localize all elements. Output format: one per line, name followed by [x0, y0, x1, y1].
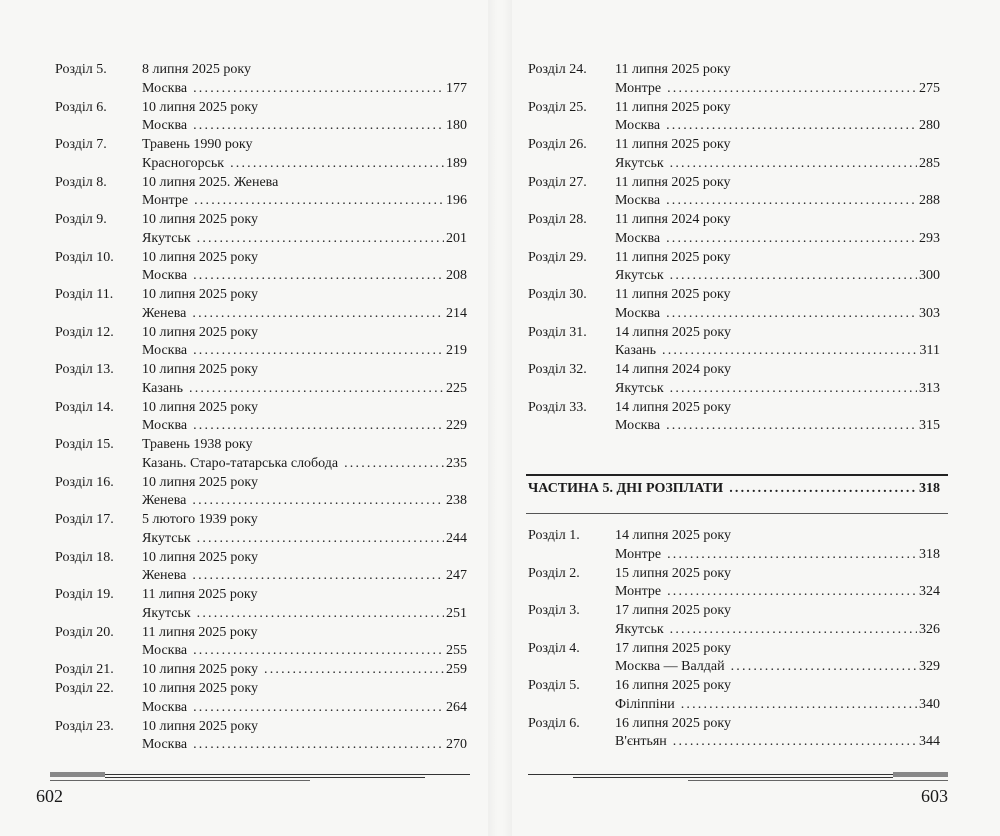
- toc-entry: [528, 715, 940, 752]
- entry-body: [142, 474, 467, 511]
- dot-leader: [193, 80, 444, 99]
- entry-body: [615, 136, 940, 173]
- chapter-place: Москва: [142, 118, 188, 133]
- part-heading: [528, 481, 940, 497]
- toc-entry: [55, 61, 467, 98]
- dot-leader: [670, 380, 917, 399]
- chapter-place: Москва: [615, 118, 661, 133]
- footer-rule-left: [50, 772, 470, 782]
- chapter-place: Женева: [142, 305, 187, 321]
- page-ref: 180: [446, 118, 467, 133]
- chapter-place: Якутськ: [142, 605, 191, 621]
- page-ref: 201: [446, 230, 467, 246]
- page-ref: 329: [919, 659, 940, 674]
- toc-entry: [55, 99, 467, 136]
- page-ref: 196: [446, 193, 467, 208]
- dot-leader: [192, 305, 444, 324]
- toc-entry: [528, 677, 940, 714]
- chapter-place: Якутськ: [615, 621, 664, 637]
- chapter-place-line: [615, 305, 940, 324]
- toc-entry: [55, 624, 467, 661]
- chapter-place: Якутськ: [615, 380, 664, 396]
- chapter-place-line: [142, 342, 467, 361]
- toc-entry: [528, 211, 940, 248]
- chapter-place-line: [142, 605, 467, 624]
- chapter-date: 10 липня 2025 року: [142, 324, 259, 340]
- chapter-place-line: [615, 733, 940, 752]
- toc-list-left: [55, 61, 467, 755]
- entry-body: [615, 677, 940, 714]
- chapter-label: Розділ 20.: [55, 624, 114, 640]
- dot-leader: [729, 481, 917, 497]
- chapter-place: Якутськ: [615, 268, 664, 283]
- chapter-label: Розділ 19.: [55, 587, 114, 602]
- entry-body: [142, 324, 467, 361]
- chapter-label: Розділ 22.: [55, 681, 114, 696]
- chapter-label: Розділ 2.: [528, 565, 580, 581]
- chapter-place-line: [615, 342, 940, 361]
- dot-leader: [666, 117, 917, 136]
- chapter-date: 11 липня 2025 року: [615, 249, 731, 265]
- entry-body: [615, 361, 940, 398]
- dot-leader: [681, 696, 917, 715]
- toc-entry: [528, 324, 940, 361]
- toc-entry: [55, 399, 467, 436]
- toc-entry: [55, 436, 467, 473]
- entry-body: [615, 527, 940, 564]
- dot-leader: [662, 342, 918, 361]
- entry-body: [615, 715, 940, 752]
- toc-entry: [55, 286, 467, 323]
- dot-leader: [193, 736, 444, 755]
- chapter-date: 11 липня 2025 року: [615, 99, 731, 115]
- chapter-date: 11 липня 2025 року: [615, 62, 731, 77]
- entry-body: [615, 565, 940, 602]
- chapter-place-line: [142, 230, 467, 249]
- chapter-date: 5 лютого 1939 року: [142, 512, 258, 527]
- dot-leader: [192, 492, 444, 511]
- toc-entry: [55, 174, 467, 211]
- dot-leader: [670, 155, 917, 174]
- chapter-place-line: [142, 155, 467, 174]
- chapter-label: Розділ 7.: [55, 137, 107, 152]
- chapter-place-line: [615, 546, 940, 565]
- page-ref: 311: [919, 343, 940, 358]
- chapter-place: Казань. Старо-татарська слобода: [142, 455, 339, 471]
- dot-leader: [193, 342, 444, 361]
- page-ref: 238: [446, 493, 467, 508]
- chapter-place-line: [142, 192, 467, 211]
- chapter-label: Розділ 6.: [528, 715, 580, 731]
- chapter-place-line: [142, 642, 467, 661]
- chapter-date: 11 липня 2025 року: [615, 137, 731, 152]
- toc-entry: [528, 565, 940, 602]
- chapter-place-line: [142, 699, 467, 718]
- entry-body: [615, 249, 940, 286]
- page-ref: 264: [446, 699, 467, 715]
- dot-leader: [193, 699, 444, 718]
- chapter-place: Красногорськ: [142, 155, 225, 171]
- page-ref: 315: [919, 418, 940, 433]
- chapter-label: Розділ 28.: [528, 212, 587, 227]
- dot-leader: [666, 305, 917, 324]
- entry-body: [615, 399, 940, 436]
- chapter-label: Розділ 13.: [55, 362, 114, 377]
- footer-rule-right: [528, 772, 948, 782]
- chapter-place-line: [615, 117, 940, 136]
- chapter-label: Розділ 6.: [55, 99, 107, 115]
- toc-entry: [528, 174, 940, 211]
- page-ref: 244: [446, 530, 467, 546]
- toc-entry: [55, 249, 467, 286]
- chapter-place-line: [615, 417, 940, 436]
- chapter-place-line: [615, 230, 940, 249]
- toc-entry: [55, 474, 467, 511]
- entry-body: [615, 324, 940, 361]
- chapter-date: 10 липня 2025 року: [142, 474, 259, 490]
- page-ref: 177: [446, 80, 467, 96]
- chapter-label: Розділ 9.: [55, 212, 107, 227]
- entry-body: [615, 602, 940, 639]
- dot-leader: [667, 546, 917, 565]
- chapter-label: Розділ 5.: [55, 62, 107, 77]
- chapter-date: 14 липня 2025 року: [615, 324, 732, 340]
- page-ref: 235: [446, 455, 467, 471]
- chapter-place: Казань: [615, 343, 656, 358]
- chapter-label: Розділ 14.: [55, 399, 114, 415]
- chapter-date: 15 липня 2025 року: [615, 565, 732, 581]
- chapter-label: Розділ 18.: [55, 549, 114, 565]
- chapter-place: Москва: [615, 230, 661, 246]
- chapter-place-line: [142, 380, 467, 399]
- chapter-date: 10 липня 2025 року: [142, 549, 259, 565]
- chapter-place: Монтре: [615, 584, 662, 599]
- chapter-place-line: [142, 567, 467, 586]
- chapter-date: 11 липня 2025 року: [615, 287, 731, 302]
- toc-entry: [55, 586, 467, 623]
- page-ref: 293: [919, 230, 940, 246]
- toc-entry: [528, 602, 940, 639]
- page-ref: 344: [919, 734, 940, 749]
- dot-leader: [666, 192, 917, 211]
- dot-leader: [193, 117, 444, 136]
- toc-entry: [55, 136, 467, 173]
- chapter-place: Москва: [142, 418, 188, 433]
- entry-body: [142, 624, 467, 661]
- dot-leader: [667, 80, 917, 99]
- chapter-place: Якутськ: [142, 230, 191, 246]
- chapter-place-line: [142, 80, 467, 99]
- part-heading-title: ЧАСТИНА 5. ДНІ РОЗПЛАТИ: [528, 481, 724, 496]
- toc-entry: [528, 399, 940, 436]
- dot-leader: [192, 567, 444, 586]
- chapter-date: 10 липня 2025 року: [142, 249, 259, 265]
- dot-leader: [731, 658, 917, 677]
- chapter-date: 8 липня 2025 року: [142, 62, 252, 77]
- toc-list-right-upper: [528, 61, 940, 436]
- chapter-place-line: [615, 696, 940, 715]
- chapter-label: Розділ 12.: [55, 324, 114, 340]
- chapter-date: 10 липня 2025 року: [142, 399, 259, 415]
- page-ref: 251: [446, 605, 467, 621]
- chapter-place: Москва: [142, 643, 188, 658]
- chapter-label: Розділ 24.: [528, 62, 587, 77]
- chapter-label: Розділ 21.: [55, 662, 114, 677]
- dot-leader: [264, 661, 444, 680]
- chapter-label: Розділ 29.: [528, 249, 587, 265]
- chapter-label: Розділ 33.: [528, 399, 587, 415]
- chapter-place: Москва: [615, 418, 661, 433]
- chapter-place-line: [615, 267, 940, 286]
- page-ref: 247: [446, 568, 467, 583]
- chapter-place: Москва: [142, 737, 188, 752]
- page-ref: 270: [446, 737, 467, 752]
- toc-entry: [528, 99, 940, 136]
- chapter-label: Розділ 4.: [528, 640, 580, 656]
- entry-body: [615, 174, 940, 211]
- entry-body: [615, 286, 940, 323]
- chapter-place-line: [142, 117, 467, 136]
- chapter-label: Розділ 15.: [55, 437, 114, 452]
- chapter-place-line: [142, 305, 467, 324]
- toc-entry: [55, 361, 467, 398]
- chapter-place: Москва: [142, 343, 188, 358]
- entry-body: [142, 99, 467, 136]
- chapter-date: 11 липня 2025 року: [142, 624, 258, 640]
- entry-body: [142, 661, 467, 680]
- entry-body: [142, 136, 467, 173]
- page-ref: 259: [446, 662, 467, 677]
- dot-leader: [197, 530, 444, 549]
- chapter-date: Травень 1990 року: [142, 137, 253, 152]
- entry-body: [142, 174, 467, 211]
- chapter-label: Розділ 27.: [528, 174, 587, 190]
- chapter-date: 10 липня 2025. Женева: [142, 174, 279, 190]
- chapter-label: Розділ 17.: [55, 512, 114, 527]
- part-rule-bottom: [526, 513, 948, 514]
- dot-leader: [193, 642, 444, 661]
- chapter-place: В'єнтьян: [615, 734, 667, 749]
- chapter-date: 11 липня 2025 року: [142, 587, 258, 602]
- page-ref: 318: [919, 546, 940, 562]
- entry-body: [142, 211, 467, 248]
- dot-leader: [197, 605, 444, 624]
- dot-leader: [197, 230, 444, 249]
- dot-leader: [194, 192, 444, 211]
- chapter-label: Розділ 1.: [528, 528, 580, 543]
- page-ref: 214: [446, 305, 467, 321]
- chapter-place: Москва: [142, 268, 188, 283]
- entry-body: [142, 249, 467, 286]
- toc-entry: [528, 61, 940, 98]
- chapter-label: Розділ 10.: [55, 249, 114, 265]
- chapter-place: Женева: [142, 568, 187, 583]
- chapter-label: Розділ 5.: [528, 678, 580, 693]
- chapter-place-line: [615, 621, 940, 640]
- chapter-label: Розділ 3.: [528, 603, 580, 618]
- chapter-date: 14 липня 2025 року: [615, 399, 732, 415]
- entry-body: [615, 61, 940, 98]
- chapter-date: 10 липня 2025 року: [142, 681, 259, 696]
- dot-leader: [189, 380, 444, 399]
- chapter-place-line: [142, 661, 467, 680]
- toc-entry: [55, 549, 467, 586]
- chapter-place-line: [615, 80, 940, 99]
- chapter-place-line: [615, 155, 940, 174]
- chapter-place: 10 липня 2025 року: [142, 662, 259, 677]
- chapter-place: Москва — Валдай: [615, 659, 725, 674]
- entry-body: [142, 586, 467, 623]
- chapter-date: Травень 1938 року: [142, 437, 253, 452]
- right-page: [500, 0, 1000, 836]
- chapter-label: Розділ 16.: [55, 474, 114, 490]
- chapter-date: 14 липня 2024 року: [615, 362, 732, 377]
- entry-body: [142, 549, 467, 586]
- chapter-place: Монтре: [142, 193, 189, 208]
- chapter-date: 16 липня 2025 року: [615, 678, 732, 693]
- page-ref: 275: [919, 80, 940, 96]
- chapter-place: Казань: [142, 380, 183, 396]
- chapter-date: 10 липня 2025 року: [142, 362, 259, 377]
- toc-entry: [528, 640, 940, 677]
- chapter-date: 10 липня 2025 року: [142, 718, 259, 734]
- chapter-label: Розділ 30.: [528, 287, 587, 302]
- entry-body: [142, 680, 467, 717]
- dot-leader: [667, 583, 917, 602]
- toc-entry: [55, 211, 467, 248]
- page-ref: 303: [919, 305, 940, 321]
- chapter-place: Москва: [615, 305, 661, 321]
- chapter-place-line: [142, 492, 467, 511]
- entry-body: [142, 511, 467, 548]
- dot-leader: [670, 621, 917, 640]
- chapter-place: Якутськ: [615, 155, 664, 171]
- dot-leader: [666, 230, 917, 249]
- page-ref: 219: [446, 343, 467, 358]
- chapter-date: 14 липня 2025 року: [615, 528, 732, 543]
- chapter-label: Розділ 31.: [528, 324, 587, 340]
- entry-body: [615, 211, 940, 248]
- chapter-place: Якутськ: [142, 530, 191, 546]
- chapter-date: 10 липня 2025 року: [142, 99, 259, 115]
- entry-body: [142, 361, 467, 398]
- chapter-date: 10 липня 2025 року: [142, 287, 259, 302]
- entry-body: [142, 436, 467, 473]
- chapter-date: 11 липня 2024 року: [615, 212, 731, 227]
- chapter-label: Розділ 8.: [55, 174, 107, 190]
- dot-leader: [666, 417, 917, 436]
- toc-entry: [55, 718, 467, 755]
- chapter-place-line: [615, 192, 940, 211]
- page-ref: 313: [919, 380, 940, 396]
- toc-entry: [55, 661, 467, 680]
- chapter-date: 17 липня 2025 року: [615, 603, 732, 618]
- page-ref: 280: [919, 118, 940, 133]
- dot-leader: [673, 733, 917, 752]
- page-ref: 285: [919, 155, 940, 171]
- page-ref: 324: [919, 584, 940, 599]
- page-ref: 208: [446, 268, 467, 283]
- chapter-label: Розділ 11.: [55, 287, 114, 302]
- chapter-place-line: [615, 658, 940, 677]
- entry-body: [615, 99, 940, 136]
- chapter-label: Розділ 25.: [528, 99, 587, 115]
- chapter-place-line: [142, 736, 467, 755]
- dot-leader: [193, 417, 444, 436]
- toc-entry: [528, 136, 940, 173]
- page-ref: 255: [446, 643, 467, 658]
- toc-entry: [528, 286, 940, 323]
- chapter-date: 17 липня 2025 року: [615, 640, 732, 656]
- dot-leader: [193, 267, 444, 286]
- part-rule-top: [526, 474, 948, 476]
- toc-entry: [528, 249, 940, 286]
- entry-body: [615, 640, 940, 677]
- toc-list-right-lower: [528, 527, 940, 752]
- chapter-place-line: [615, 583, 940, 602]
- chapter-label: Розділ 32.: [528, 362, 587, 377]
- page-ref: 288: [919, 193, 940, 208]
- toc-entry: [528, 527, 940, 564]
- page-ref: 189: [446, 155, 467, 171]
- chapter-date: 11 липня 2025 року: [615, 174, 731, 190]
- chapter-place-line: [142, 530, 467, 549]
- chapter-label: Розділ 23.: [55, 718, 114, 734]
- toc-entry: [528, 361, 940, 398]
- chapter-place: Москва: [142, 699, 188, 715]
- dot-leader: [670, 267, 917, 286]
- chapter-place: Філіппіни: [615, 696, 675, 712]
- page-ref: 229: [446, 418, 467, 433]
- chapter-place-line: [142, 417, 467, 436]
- toc-entry: [55, 324, 467, 361]
- entry-body: [142, 286, 467, 323]
- chapter-place-line: [142, 267, 467, 286]
- chapter-place: Монтре: [615, 546, 662, 562]
- entry-body: [142, 61, 467, 98]
- page-ref: 326: [919, 621, 940, 637]
- chapter-label: Розділ 26.: [528, 137, 587, 152]
- chapter-place: Москва: [142, 80, 188, 96]
- chapter-place-line: [142, 455, 467, 474]
- chapter-place: Монтре: [615, 80, 662, 96]
- page-ref: 225: [446, 380, 467, 396]
- entry-body: [142, 399, 467, 436]
- toc-entry: [55, 511, 467, 548]
- chapter-place: Женева: [142, 493, 187, 508]
- page-ref: 300: [919, 268, 940, 283]
- chapter-date: 16 липня 2025 року: [615, 715, 732, 731]
- part-heading-page: 318: [919, 481, 940, 496]
- chapter-place-line: [615, 380, 940, 399]
- page-number-right: 603: [921, 786, 948, 806]
- toc-entry: [55, 680, 467, 717]
- page-number-left: 602: [36, 786, 63, 806]
- dot-leader: [230, 155, 444, 174]
- chapter-place: Москва: [615, 193, 661, 208]
- chapter-date: 10 липня 2025 року: [142, 212, 259, 227]
- dot-leader: [344, 455, 444, 474]
- page-ref: 340: [919, 696, 940, 712]
- entry-body: [142, 718, 467, 755]
